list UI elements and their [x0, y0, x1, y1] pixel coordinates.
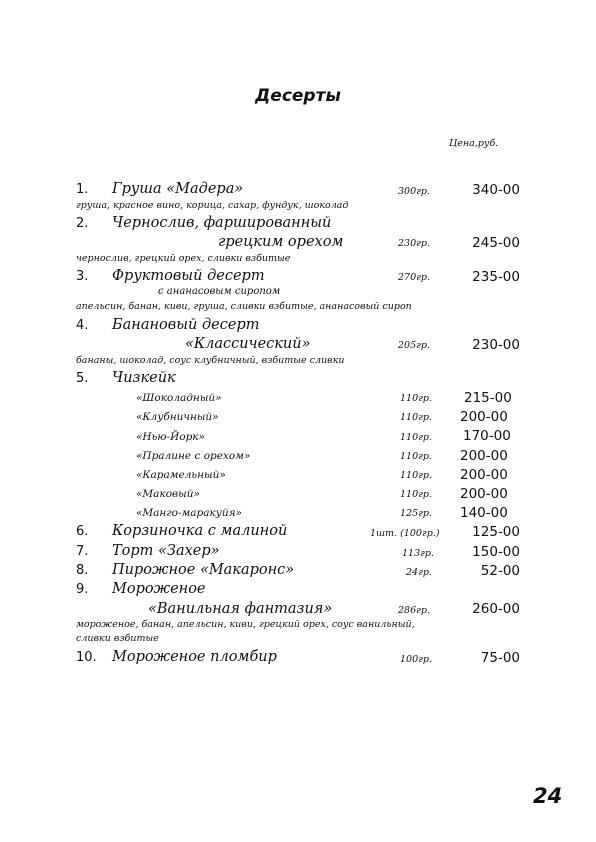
- item-name: Фруктовый десерт: [112, 268, 265, 284]
- variant-name: «Клубничный»: [136, 411, 219, 423]
- item-name: Чизкейк: [112, 370, 176, 386]
- item-price: 340-00: [472, 182, 520, 198]
- variant-weight: 110гр.: [400, 432, 433, 443]
- item-number: 1.: [76, 182, 89, 197]
- item-price: 150-00: [472, 544, 520, 560]
- item-name: Чернослив, фаршированный: [112, 215, 332, 231]
- item-weight: 300гр.: [398, 186, 431, 197]
- item-name-continued: грецким орехом: [218, 234, 344, 250]
- variant-weight: 110гр.: [400, 393, 433, 404]
- item-name: Груша «Мадера»: [112, 181, 244, 197]
- item-description: чернослив, грецкий орех, сливки взбитые: [76, 253, 291, 264]
- item-description: апельсин, банан, киви, груша, сливки взбитые, ананасовый сироп: [76, 301, 412, 312]
- item-price: 230-00: [472, 337, 520, 353]
- variant-name: «Карамельный»: [136, 469, 226, 481]
- variant-name: «Нью-Йорк»: [136, 431, 205, 443]
- item-price: 245-00: [472, 235, 520, 251]
- variant-weight: 125гр.: [400, 508, 433, 519]
- item-name: Мороженое пломбир: [112, 649, 277, 665]
- item-number: 2.: [76, 216, 89, 231]
- item-name: Банановый десерт: [112, 317, 260, 333]
- variant-name: «Маковый»: [136, 488, 200, 500]
- item-name-continued: «Ванильная фантазия»: [148, 601, 333, 617]
- item-weight: 270гр.: [398, 272, 431, 283]
- item-weight: 113гр.: [402, 548, 435, 559]
- variant-price: 200-00: [460, 486, 508, 502]
- item-price: 235-00: [472, 269, 520, 285]
- item-name-continued: с ананасовым сиропом: [158, 286, 281, 297]
- item-price: 52-00: [480, 563, 520, 579]
- item-name-continued: «Классический»: [185, 336, 311, 352]
- price-header: Цена,руб.: [449, 138, 499, 149]
- item-weight: 230гр.: [398, 238, 431, 249]
- page-title: Десерты: [255, 86, 341, 106]
- item-number: 5.: [76, 371, 89, 386]
- item-weight: 24гр.: [406, 567, 432, 578]
- variant-weight: 110гр.: [400, 470, 433, 481]
- variant-weight: 110гр.: [400, 489, 433, 500]
- variant-price: 200-00: [460, 448, 508, 464]
- item-number: 10.: [76, 650, 97, 665]
- item-weight: 286гр.: [398, 605, 431, 616]
- variant-price: 140-00: [460, 505, 508, 521]
- item-number: 8.: [76, 563, 89, 578]
- item-name: Мороженое: [112, 581, 206, 597]
- item-name: Корзиночка с малиной: [112, 523, 288, 539]
- variant-price: 170-00: [463, 428, 511, 444]
- variant-weight: 110гр.: [400, 451, 433, 462]
- item-price: 75-00: [480, 650, 520, 666]
- item-number: 7.: [76, 544, 89, 559]
- item-weight: 100гр.: [400, 654, 433, 665]
- item-number: 6.: [76, 524, 89, 539]
- item-weight: 1шт. (100гр.): [370, 528, 440, 539]
- item-description: бананы, шоколад, соус клубничный, взбитые сливки: [76, 355, 345, 366]
- item-description-continued: сливки взбитые: [76, 633, 159, 644]
- variant-price: 215-00: [464, 390, 512, 406]
- item-name: Торт «Захер»: [112, 543, 220, 559]
- item-description: мороженое, банан, апельсин, киви, грецкий орех, соус ванильный,: [76, 619, 415, 630]
- variant-weight: 110гр.: [400, 412, 433, 423]
- item-description: груша, красное вино, корица, сахар, фундук, шоколад: [76, 200, 349, 211]
- item-price: 260-00: [472, 601, 520, 617]
- variant-name: «Манго-маракуйя»: [136, 507, 242, 519]
- item-price: 125-00: [472, 524, 520, 540]
- variant-name: «Шоколадный»: [136, 392, 222, 404]
- page-number: 24: [533, 784, 563, 808]
- item-number: 3.: [76, 269, 89, 284]
- item-number: 4.: [76, 318, 89, 333]
- item-number: 9.: [76, 582, 89, 597]
- variant-name: «Пралине с орехом»: [136, 450, 251, 462]
- item-name: Пирожное «Макаронс»: [112, 562, 295, 578]
- variant-price: 200-00: [460, 467, 508, 483]
- variant-price: 200-00: [460, 409, 508, 425]
- item-weight: 205гр.: [398, 340, 431, 351]
